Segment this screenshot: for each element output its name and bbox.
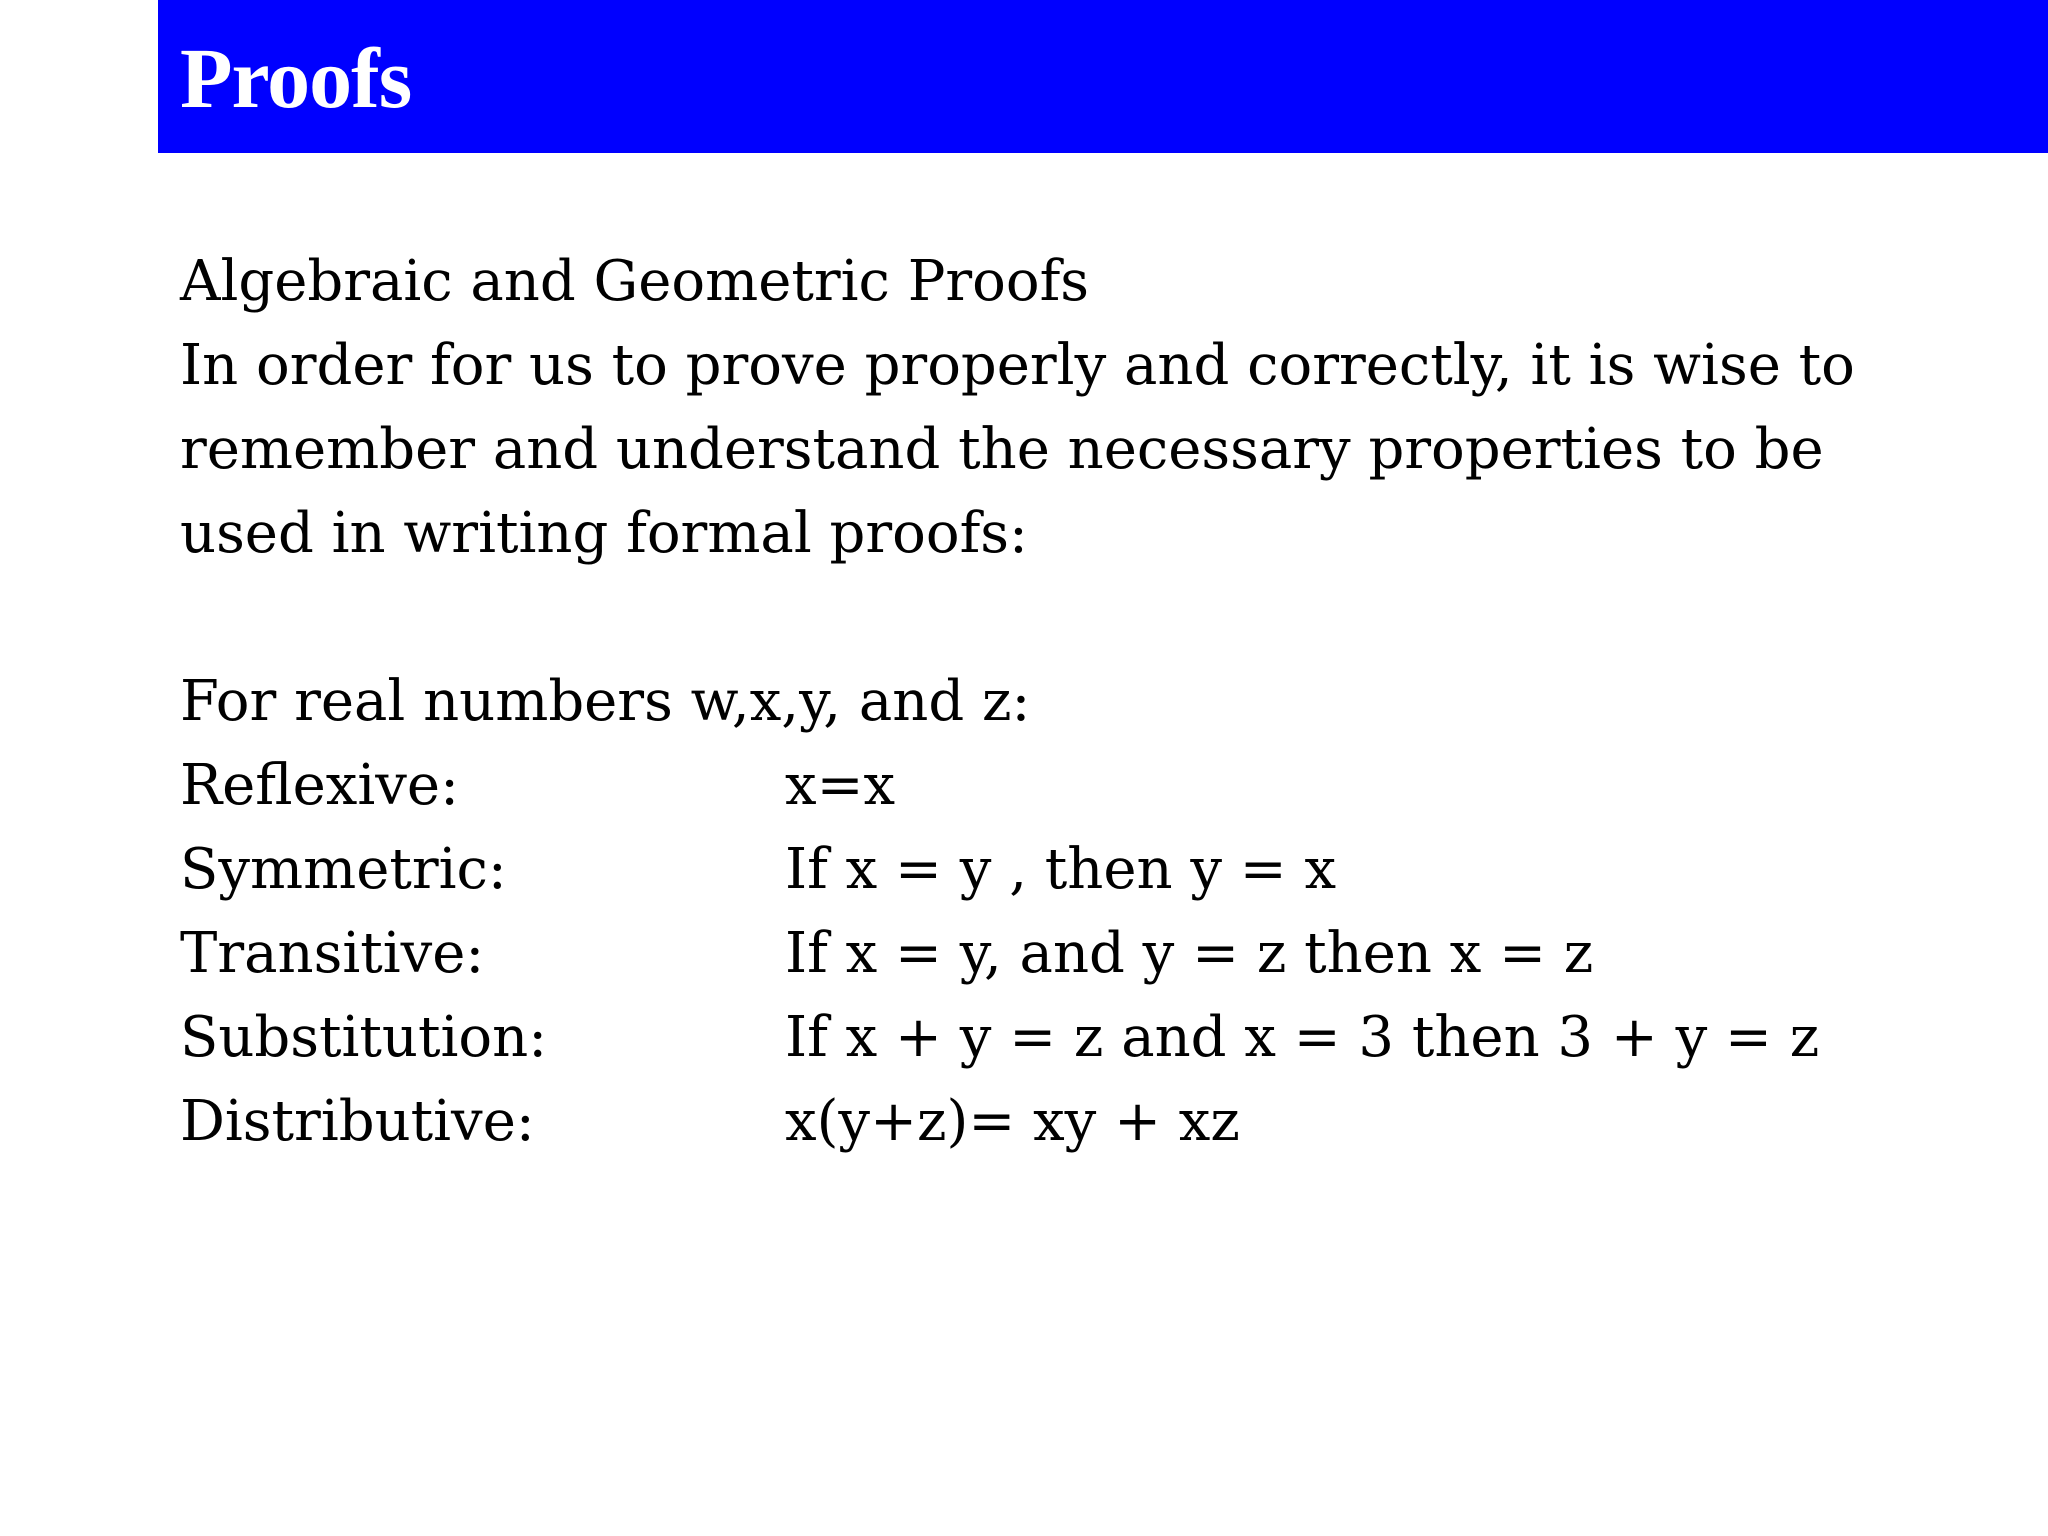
intro-line: remember and understand the necessary properties to be <box>180 417 1824 482</box>
property-name: Reflexive: <box>180 753 459 818</box>
property-formula: If x = y, and y = z then x = z <box>785 921 1594 986</box>
section-heading: Algebraic and Geometric Proofs <box>180 249 1090 314</box>
slide-title: Proofs <box>180 30 412 126</box>
property-name: Transitive: <box>180 921 485 986</box>
properties-intro: For real numbers w,x,y, and z: <box>180 669 1031 734</box>
property-formula: x(y+z)= xy + xz <box>785 1089 1240 1154</box>
title-bar <box>158 0 2048 153</box>
intro-line: used in writing formal proofs: <box>180 501 1028 566</box>
property-formula: If x = y , then y = x <box>785 837 1337 902</box>
intro-line: In order for us to prove properly and correctly, it is wise to <box>180 333 1855 398</box>
property-name: Substitution: <box>180 1005 548 1070</box>
property-name: Distributive: <box>180 1089 535 1154</box>
property-formula: x=x <box>785 753 896 818</box>
property-name: Symmetric: <box>180 837 507 902</box>
property-formula: If x + y = z and x = 3 then 3 + y = z <box>785 1005 1820 1070</box>
